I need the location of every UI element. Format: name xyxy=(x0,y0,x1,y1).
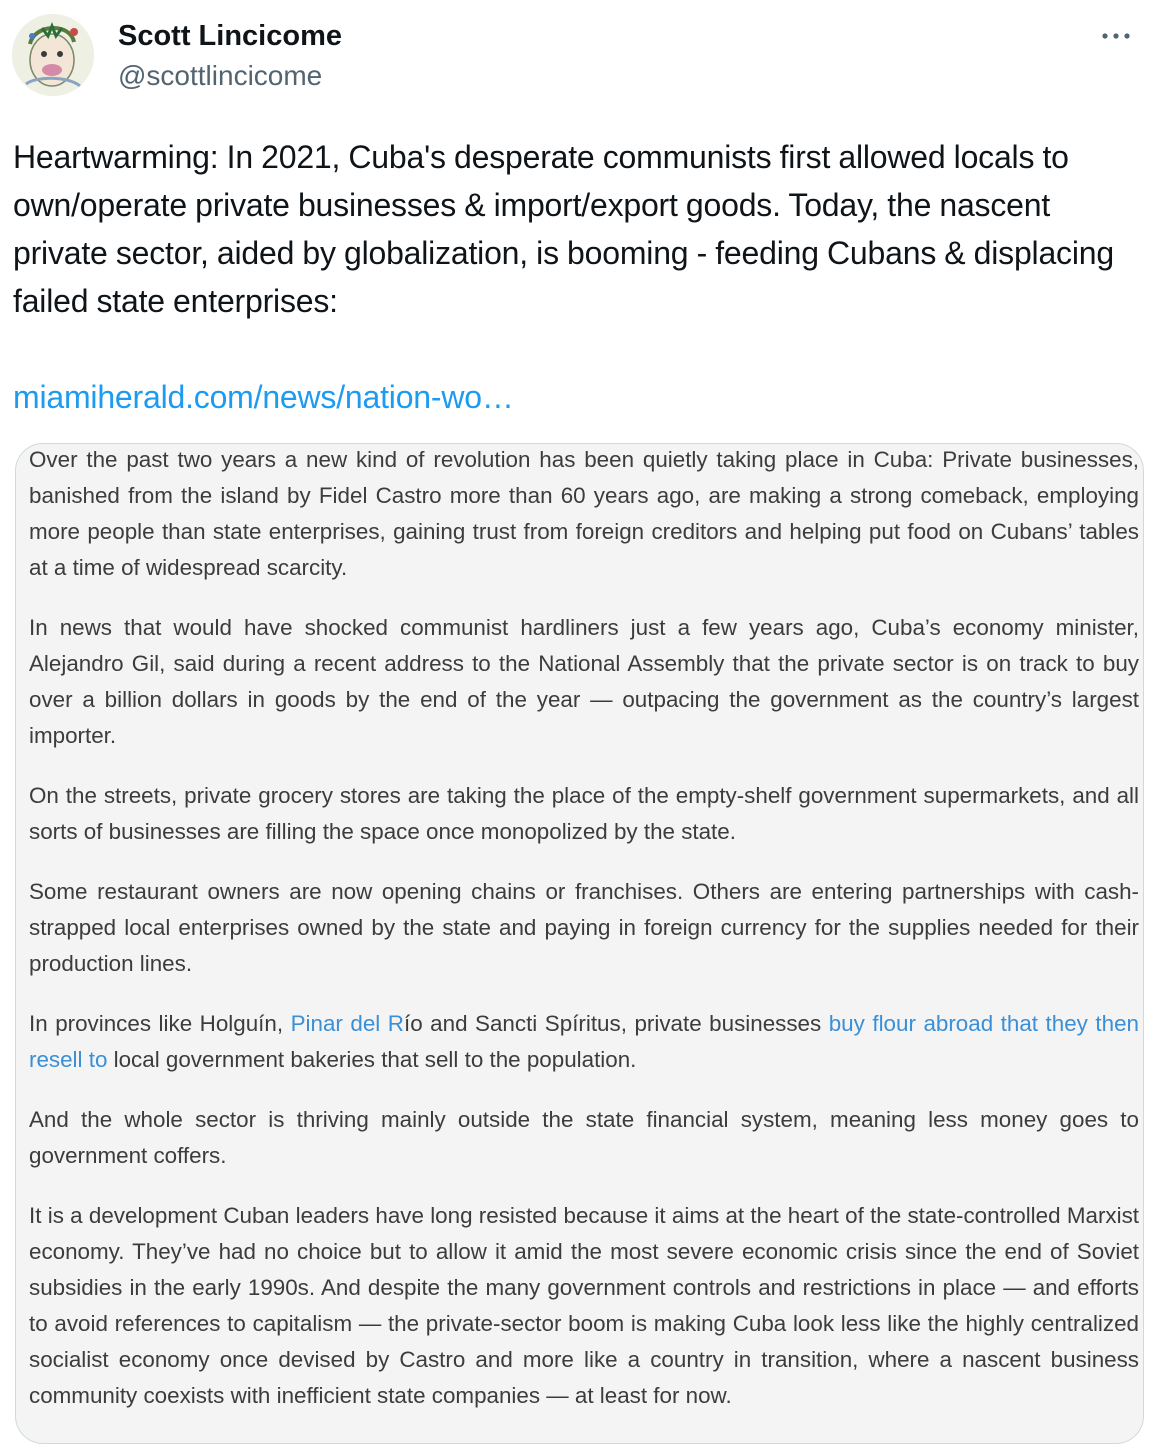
article-paragraph xyxy=(29,443,1139,586)
article-text: Some restaurant owners are now opening chains or franchises. Others are entering partnerships with cash-strapped local enterprises owned by the state and paying in foreign currency for the supplies needed for their production lines. xyxy=(29,879,1139,976)
article-screenshot-card[interactable] xyxy=(15,443,1144,1444)
article-text: It is a development Cuban leaders have long resisted because it aims at the heart of the state-controlled Marxist economy. They’ve had no choice but to allow it amid the most severe economic crisis since the end of Soviet subsidies in the early 1990s. And despite the many government controls and restrictions in place — and efforts to avoid references to capitalism — the private-sector boom is making Cuba look less like the highly centralized socialist economy once devised by Castro and more like a country in transition, where a nascent business community coexists with inefficient state companies — at least for now. xyxy=(29,1203,1139,1408)
article-paragraph xyxy=(29,1006,1139,1078)
tweet-link[interactable]: miamiherald.com/news/nation-wo… xyxy=(13,379,514,415)
article-text: On the streets, private grocery stores are taking the place of the empty-shelf government supermarkets, and all sorts of businesses are filling the space once monopolized by the state. xyxy=(29,783,1139,844)
author-avatar[interactable] xyxy=(12,14,94,96)
tweet-text: Heartwarming: In 2021, Cuba's desperate communists first allowed locals to own/operate private businesses & import/export goods. Today, the nascent private sector, aided by globalization, is booming - feeding Cubans & displacing failed state enterprises: xyxy=(13,139,1123,319)
article-text: ío and Sancti Spíritus, private businesses xyxy=(403,1011,829,1036)
article-paragraph xyxy=(29,778,1139,850)
article-body xyxy=(29,443,1139,1438)
article-text: And the whole sector is thriving mainly outside the state financial system, meaning less money goes to government coffers. xyxy=(29,1107,1139,1168)
article-inline-link[interactable]: Pinar del R xyxy=(290,1011,404,1036)
article-paragraph xyxy=(29,1102,1139,1174)
article-text: In news that would have shocked communist hardliners just a few years ago, Cuba’s economy minister, Alejandro Gil, said during a recent address to the National Assembly that the private sector is on track to buy over a billion dollars in goods by the end of the year — outpacing the government as the country’s largest importer. xyxy=(29,615,1139,748)
more-options-icon xyxy=(1101,32,1131,40)
author-name[interactable]: Scott Lincicome xyxy=(118,20,342,52)
article-text: local government bakeries that sell to the population. xyxy=(107,1047,637,1072)
author-handle[interactable]: @scottlincicome xyxy=(118,60,323,91)
article-inline-link[interactable]: buy flour abroad that they then resell to xyxy=(29,1011,1139,1072)
article-paragraph xyxy=(29,874,1139,982)
avatar-illustration-icon xyxy=(12,14,94,96)
article-text: Over the past two years a new kind of revolution has been quietly taking place in Cuba: Private businesses, banished from the island by Fidel Castro more than 60 years ago, are making a strong comeback, employing more people than state enterprises, gaining trust from foreign creditors and helping put food on Cubans’ tables at a time of widespread scarcity. xyxy=(29,447,1139,580)
article-paragraph xyxy=(29,1198,1139,1414)
article-text: In provinces like Holguín, xyxy=(29,1011,291,1036)
article-paragraph xyxy=(29,610,1139,754)
more-options-button[interactable] xyxy=(1096,18,1136,54)
